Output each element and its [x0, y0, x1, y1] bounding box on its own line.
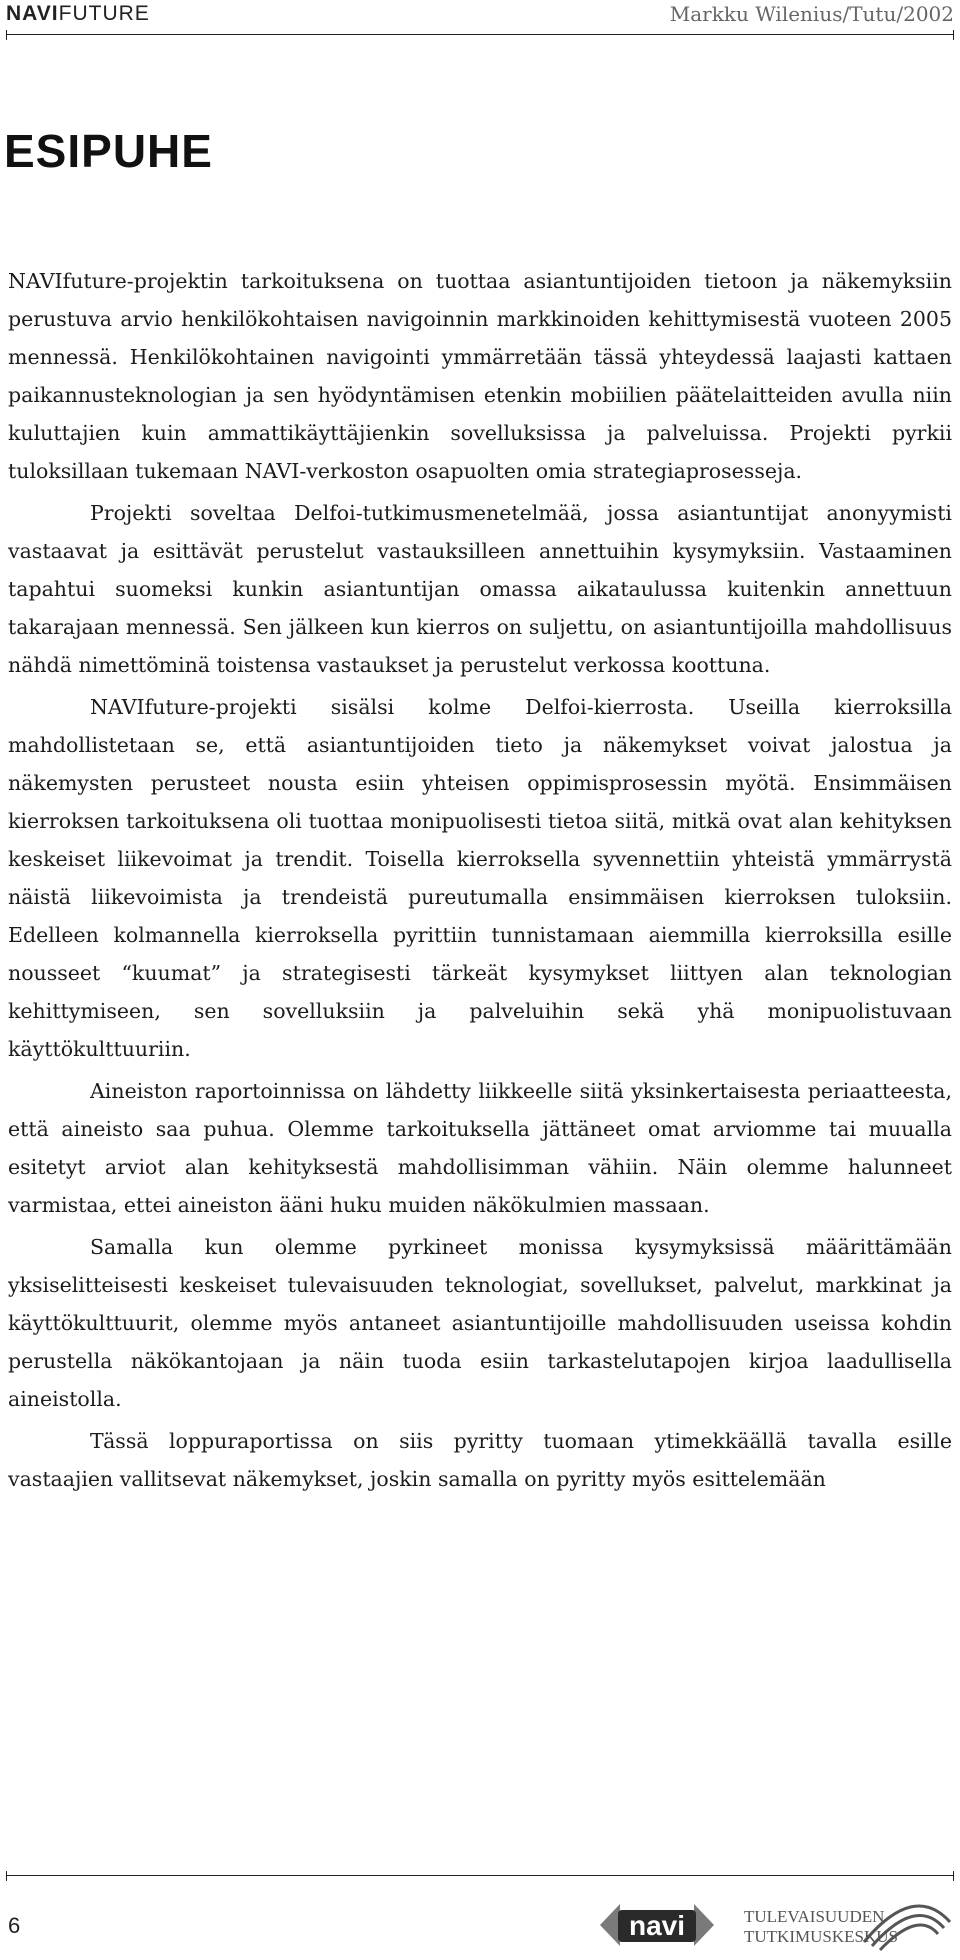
- paragraph: Samalla kun olemme pyrkineet monissa kysymyksissä määrittämään yksiselitteisesti keskeiset tulevaisuuden teknologiat, sovellukset, palvelut, markkinat ja käyttökulttuurit, olemme myös antaneet asiantuntijoille mahdollisuuden useissa kohdin perustella näkökantojaan ja näin tuoda esiin tarkastelutapojen kirjoa laadullisella aineistolla.: [8, 1235, 952, 1411]
- navi-logo: [596, 1896, 718, 1954]
- page-number: 6: [8, 1913, 21, 1938]
- footer-rule: [6, 1875, 954, 1876]
- tutu-logo-line2: TUTKIMUSKESKUS: [744, 1927, 898, 1946]
- brand-bold: NAVI: [6, 2, 59, 25]
- navi-logo-text: navi: [628, 1910, 686, 1941]
- right-arrow-shape: [694, 1904, 714, 1946]
- paragraph: Aineiston raportoinnissa on lähdetty liikkeelle siitä yksinkertaisesta periaatteesta, että aineisto saa puhua. Olemme tarkoituksella jättäneet omat arviomme tai muualla esitetyt arviot alan kehityksestä mahdollisimman vähiin. Näin olemme halunneet varmistaa, ettei aineiston ääni huku muiden näkökulmien massaan.: [8, 1079, 952, 1217]
- body-text: [8, 262, 952, 1502]
- paragraph: NAVIfuture-projekti sisälsi kolme Delfoi-kierrosta. Useilla kierroksilla mahdollistetaan se, että asiantuntijoiden tieto ja näkemykset voivat jalostua ja näkemysten perusteet nousta esiin yhteisen oppimisprosessin myötä. Ensimmäisen kierroksen tarkoituksena oli tuottaa monipuolisesti tietoa siitä, mitkä ovat alan kehityksen keskeiset liikevoimat ja trendit. Toisella kierroksella syvennettiin yhteistä ymmärrystä näistä liikevoimista ja trendeistä pureutumalla ensimmäisen kierroksen tuloksiin. Edelleen kolmannella kierroksella pyrittiin tunnistamaan aiemmilla kierroksilla esille nousseet “kuumat” ja strategisesti tärkeät kysymykset liittyen alan teknologian kehittymiseen, sen sovelluksiin ja palveluihin sekä yhä monipuolistuvaan käyttökulttuuriin.: [8, 695, 952, 1061]
- left-arrow-shape: [600, 1904, 620, 1946]
- paragraph: Projekti soveltaa Delfoi-tutkimusmenetelmää, jossa asiantuntijat anonyymisti vastaavat ja esittävät perustelut vastauksilleen annettuihin kysymyksiin. Vastaaminen tapahtui suomeksi kunkin asiantuntijan omassa aikataulussa kuitenkin annettuun takarajaan mennessä. Sen jälkeen kun kierros on suljettu, on asiantuntijoilla mahdollisuus nähdä nimettöminä toistensa vastaukset ja perustelut verkossa koottuna.: [8, 501, 952, 677]
- page-title: ESIPUHE: [4, 125, 213, 177]
- tutu-logo-line1: TULEVAISUUDEN: [744, 1907, 885, 1926]
- brand-rest: FUTURE: [58, 2, 150, 25]
- running-header-brand: [6, 2, 150, 26]
- header-rule: [6, 34, 954, 35]
- running-header-author: Markku Wilenius/Tutu/2002: [669, 2, 954, 26]
- paragraph: Tässä loppuraportissa on siis pyritty tuomaan ytimekkäällä tavalla esille vastaajien vallitsevat näkemykset, joskin samalla on pyritty myös esittelemään: [8, 1429, 952, 1491]
- paragraph: NAVIfuture-projektin tarkoituksena on tuottaa asiantuntijoiden tietoon ja näkemyksiin perustuva arvio henkilökohtaisen navigoinnin markkinoiden kehittymisestä vuoteen 2005 mennessä. Henkilökohtainen navigointi ymmärretään tässä yhteydessä laajasti kattaen paikannusteknologian ja sen hyödyntämisen etenkin mobiilien päätelaitteiden avulla niin kuluttajien kuin ammattikäyttäjienkin sovelluksissa ja palveluissa. Projekti pyrkii tuloksillaan tukemaan NAVI-verkoston osapuolten omia strategiaprosesseja.: [8, 269, 952, 483]
- tutu-logo: [744, 1892, 956, 1956]
